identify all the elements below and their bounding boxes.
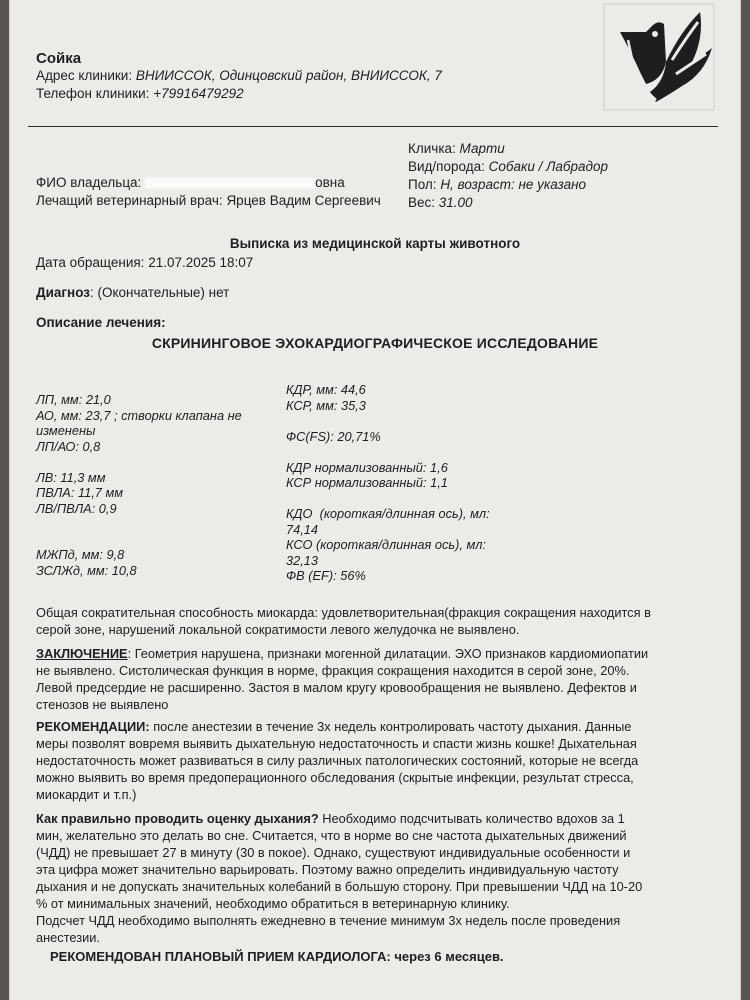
pet-species: Собаки / Лабрадор: [488, 159, 608, 174]
measurement-line: АО, мм: 23,7 ; створки клапана не: [36, 407, 242, 423]
pet-weight-label: Вес:: [408, 195, 436, 210]
measurement-line: КДО (короткая/длинная ось), мл:: [286, 506, 490, 521]
paragraph-line: Необходимо подсчитывать количество вдохов за 1: [318, 811, 625, 826]
clinic-bird-logo-icon: [600, 2, 718, 114]
doctor-label: Лечащий ветеринарный врач:: [36, 193, 223, 208]
measurement-line: ЛП/АО: 0,8: [36, 438, 101, 454]
paragraph-line: Подсчет ЧДД необходимо выполнять ежедневно в течение минимум 3х недель после проведения: [36, 913, 621, 928]
pet-name: Марти: [459, 141, 505, 156]
breathing-label: Как правильно проводить оценку дыхания?: [36, 811, 319, 826]
measurement-line: ФВ (EF): 56%: [286, 568, 366, 583]
recommendations-label: РЕКОМЕНДАЦИИ:: [36, 719, 150, 734]
measurement-line: ЛП, мм: 21,0: [36, 392, 111, 407]
measurement-line: КДР нормализованный: 1,6: [286, 459, 448, 475]
pet-name-label: Кличка:: [408, 141, 456, 156]
paragraph-line: : Геометрия нарушена, признаки могенной дилатации. ЭХО признаков кардиомиопатии: [127, 646, 649, 661]
paragraph-line: дыхания и не допускать значительных колебаний в большую сторону. При превышении ЧДД на 10-20: [36, 879, 643, 894]
measurement-line: изменены: [36, 423, 96, 438]
paragraph-line: мин, желательно это делать во сне. Считается, что в норме во сне частота дыхательных движений: [36, 828, 627, 843]
conclusion-paragraph: [36, 645, 710, 713]
conclusion-label: ЗАКЛЮЧЕНИЕ: [36, 646, 128, 661]
pet-weight: 31.00: [438, 195, 473, 210]
paragraph-line: Левой предсердие не расширенно. Застоя в малом кругу кровообращения не выявлено. Дефектов и: [36, 680, 637, 695]
pet-species-label: Вид/порода:: [408, 159, 485, 174]
clinic-phone-value: +79916479292: [153, 86, 244, 101]
cardiologist-label: РЕКОМЕНДОВАН ПЛАНОВЫЙ ПРИЕМ КАРДИОЛОГА:: [50, 949, 391, 964]
paragraph-line: % от минимальных значений, необходимо обратиться в ветеринарную клинику.: [36, 896, 510, 911]
paragraph-line: серой зоне, нарушений локальной сократимости левого желудочка не выявлено.: [36, 622, 520, 637]
paragraph-line: после анестезии в течение 3х недель контролировать частоту дыхания. Данные: [149, 719, 632, 734]
treatment-label: Описание лечения:: [36, 315, 166, 330]
paragraph-line: (ЧДД) не превышает 27 в минуту (30 в покое). Однако, существуют индивидуальные особенности и: [36, 845, 631, 860]
diagnosis: [36, 285, 229, 300]
measurement-line: ФС(FS): 20,71%: [286, 428, 381, 444]
clinic-name: Сойка: [36, 50, 82, 67]
measurement-spacer: [36, 454, 286, 470]
diagnosis-value: : (Окончательные) нет: [89, 285, 230, 300]
measurement-line: КДР, мм: 44,6: [286, 382, 366, 397]
breathing-paragraph: [36, 810, 710, 946]
recommendations-paragraph: [36, 718, 710, 803]
measurement-spacer: [286, 413, 526, 429]
clinic-address-value: ВНИИССОК, Одинцовский район, ВНИИССОК, 7: [135, 68, 442, 83]
header-divider: [28, 126, 718, 127]
paragraph-line: не выявлено. Систолическая функция в норме, фракция сокращения находится в серой зоне, 20%.: [36, 663, 630, 678]
diagnosis-label: Диагноз: [36, 285, 90, 300]
paragraph-line: стенозов не выявлено: [36, 697, 169, 712]
paragraph-line: эта цифра может значительно варьировать. Поэтому важно определить индивидуальную частоту: [36, 862, 619, 877]
clinic-address-label: Адрес клиники:: [36, 68, 133, 83]
measurement-spacer: [286, 444, 526, 460]
visit-date-label: Дата обращения:: [36, 255, 145, 270]
owner-name-tail: овна: [315, 175, 345, 190]
pet-info: [408, 140, 608, 212]
measurement-spacer: [286, 491, 526, 507]
owner-info: [36, 174, 381, 210]
measurement-line: ЛВ/ПВЛА: 0,9: [36, 500, 117, 516]
pet-sex-label: Пол:: [408, 177, 437, 192]
paragraph-line: недостаточность может развиваться в силу различных патологических состояний, которые не всегда: [36, 753, 639, 768]
owner-name-redaction: [145, 178, 315, 188]
contractility-paragraph: [36, 604, 710, 638]
cardiologist-value: через 6 месяцев.: [390, 949, 504, 964]
clinic-phone-label: Телефон клиники:: [36, 86, 150, 101]
measurement-line: 74,14: [286, 521, 319, 537]
measurement-line: КСР нормализованный: 1,1: [286, 475, 448, 490]
exam-title: СКРИНИНГОВОЕ ЭХОКАРДИОГРАФИЧЕСКОЕ ИССЛЕДОВАНИЕ: [151, 335, 599, 351]
paragraph-line: анестезии.: [36, 930, 100, 945]
measurement-line: КСО (короткая/длинная ось), мл:: [286, 537, 487, 552]
document-title: Выписка из медицинской карты животного: [229, 236, 521, 251]
measurements-right: [286, 382, 526, 584]
paragraph-line: меры позволят вовремя выявить дыхательную недостаточность и спасти жизнь кошке! Дыхательная: [36, 736, 637, 751]
measurement-line: ПВЛА: 11,7 мм: [36, 485, 124, 500]
measurement-spacer: [36, 516, 286, 532]
doctor-name: Ярцев Вадим Сергеевич: [226, 193, 381, 208]
visit-date-value: 21.07.2025 18:07: [148, 255, 254, 270]
pet-sex-age: Н, возраст: не указано: [440, 177, 587, 192]
clinic-address: [36, 68, 442, 83]
paragraph-line: Общая сократительная способность миокарда: удовлетворительная(фракция сокращения находится в: [36, 605, 651, 620]
owner-label: ФИО владельца:: [36, 175, 142, 190]
measurement-line: КСР, мм: 35,3: [286, 397, 366, 413]
measurement-line: ЛВ: 11,3 мм: [36, 469, 106, 485]
cardiologist-recommendation: [50, 949, 504, 964]
measurement-line: ЗСЛЖд, мм: 10,8: [36, 562, 137, 578]
medical-document-page: [10, 0, 740, 1000]
clinic-phone: [36, 86, 244, 101]
paragraph-line: можно выявить во время предоперационного обследования (скрытые инфекции, результат стресса,: [36, 770, 634, 785]
measurement-spacer: [36, 532, 286, 548]
paragraph-line: миокардит и т.п.): [36, 787, 137, 802]
measurement-line: МЖПд, мм: 9,8: [36, 547, 125, 562]
measurements-left: [36, 392, 286, 578]
visit-date: [36, 255, 253, 270]
measurement-line: 32,13: [286, 552, 319, 568]
